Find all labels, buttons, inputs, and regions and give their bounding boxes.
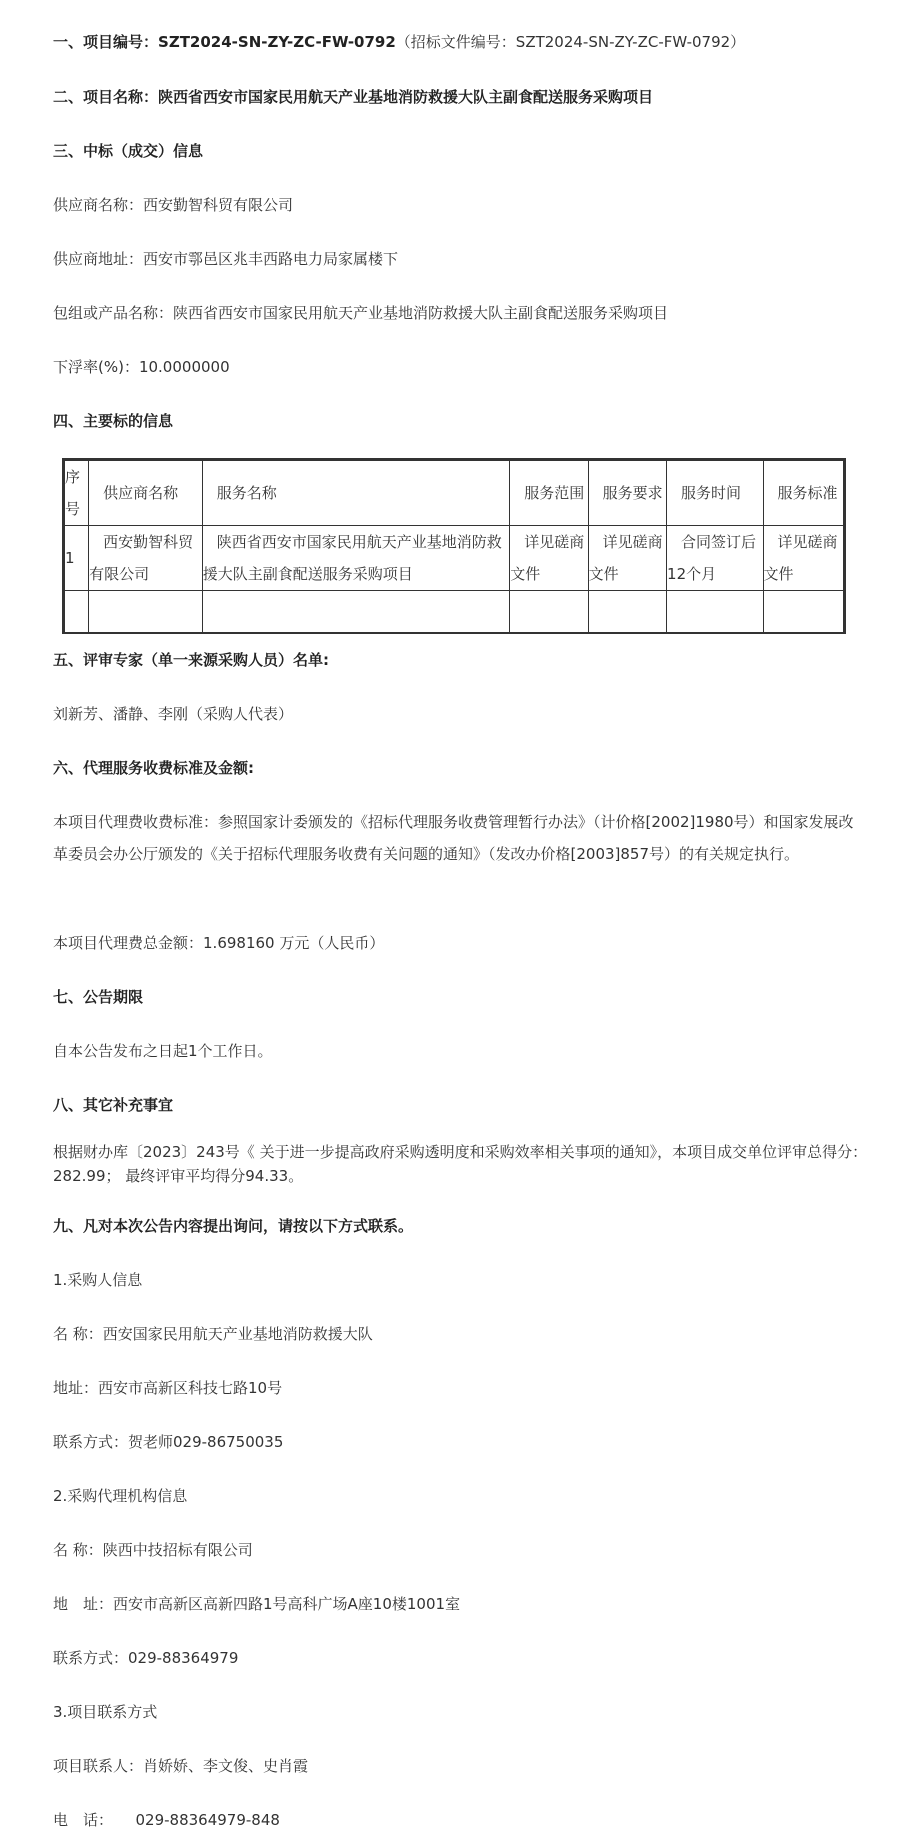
package-name: 包组或产品名称：陕西省西安市国家民用航天产业基地消防救援大队主副食配送服务采购项目	[53, 304, 669, 322]
table-cell: 详见磋商文件	[588, 526, 666, 591]
header-cell-requirement: 服务要求	[588, 461, 666, 526]
table-cell: 详见磋商文件	[510, 526, 588, 591]
header-cell-scope: 服务范围	[510, 461, 588, 526]
project-number-line	[53, 31, 878, 53]
buyer-name: 名 称：西安国家民用航天产业基地消防救援大队	[53, 1325, 373, 1343]
header-cell-index: 序号	[65, 461, 89, 526]
table-cell: 1	[65, 526, 89, 591]
table-cell	[65, 591, 89, 634]
subject-table	[62, 458, 846, 634]
contact-heading: 九、凡对本次公告内容提出询问，请按以下方式联系。	[53, 1217, 414, 1235]
project-contact-heading: 3.项目联系方式	[53, 1703, 158, 1721]
expert-list-heading: 五、评审专家（单一来源采购人员）名单:	[53, 651, 330, 669]
table-cell	[89, 591, 203, 634]
buyer-contact: 联系方式：贺老师029-86750035	[53, 1433, 284, 1451]
header-cell-time: 服务时间	[667, 461, 763, 526]
notice-period-heading: 七、公告期限	[53, 988, 144, 1006]
discount-rate: 下浮率(%)：10.0000000	[53, 358, 230, 376]
header-cell-service-name: 服务名称	[202, 461, 510, 526]
project-contact-people: 项目联系人：肖娇娇、李文俊、史肖霞	[53, 1757, 309, 1775]
project-number-label: 一、项目编号：	[53, 33, 159, 51]
project-contact-phone: 电 话： 029-88364979-848	[53, 1811, 280, 1829]
agency-fee-amount: 本项目代理费总金额：1.698160 万元（人民币）	[53, 934, 385, 952]
supplement-heading: 八、其它补充事宜	[53, 1096, 174, 1114]
table-cell	[510, 591, 588, 634]
table-cell: 陕西省西安市国家民用航天产业基地消防救援大队主副食配送服务采购项目	[202, 526, 510, 591]
header-cell-supplier: 供应商名称	[89, 461, 203, 526]
agency-name: 名 称：陕西中技招标有限公司	[53, 1541, 253, 1559]
agency-fee-heading: 六、代理服务收费标准及金额:	[53, 759, 254, 777]
table-cell: 西安勤智科贸有限公司	[89, 526, 203, 591]
table-cell: 详见磋商文件	[763, 526, 843, 591]
table-cell	[588, 591, 666, 634]
buyer-address: 地址：西安市高新区科技七路10号	[53, 1379, 283, 1397]
table-row	[65, 591, 844, 634]
project-number-value: SZT2024-SN-ZY-ZC-FW-0792	[158, 33, 396, 51]
award-info-heading: 三、中标（成交）信息	[53, 142, 204, 160]
header-cell-standard: 服务标准	[763, 461, 843, 526]
table-cell	[202, 591, 510, 634]
supplement-text: 根据财办库〔2023〕243号《 关于进一步提高政府采购透明度和采购效率相关事项的通知》，本项目成交单位评审总得分：282.99； 最终评审平均得分94.33。	[53, 1143, 868, 1185]
table-cell	[667, 591, 763, 634]
supplier-name: 供应商名称：西安勤智科贸有限公司	[53, 196, 294, 214]
agency-address: 地 址：西安市高新区高新四路1号高科广场A座10楼1001室	[53, 1595, 461, 1613]
notice-period-text: 自本公告发布之日起1个工作日。	[53, 1042, 273, 1060]
project-name-line	[53, 86, 878, 108]
expert-names: 刘新芳、潘静、李刚（采购人代表）	[53, 705, 294, 723]
main-subject-heading: 四、主要标的信息	[53, 412, 174, 430]
supplier-address: 供应商地址：西安市鄠邑区兆丰西路电力局家属楼下	[53, 250, 399, 268]
agency-info-heading: 2.采购代理机构信息	[53, 1487, 188, 1505]
project-name-label: 二、项目名称：	[53, 88, 159, 106]
agency-fee-standard: 本项目代理费收费标准：参照国家计委颁发的《招标代理服务收费管理暂行办法》（计价格[2002]1980号）和国家发展改革委员会办公厅颁发的《关于招标代理服务收费有关问题的通知》（发改办价格[2003]857号）的有关规定执行。	[53, 813, 854, 863]
table-cell: 合同签订后12个月	[667, 526, 763, 591]
table-row	[65, 526, 844, 591]
agency-contact: 联系方式：029-88364979	[53, 1649, 239, 1667]
table-header-row	[65, 461, 844, 526]
table-cell	[763, 591, 843, 634]
buyer-info-heading: 1.采购人信息	[53, 1271, 143, 1289]
tender-doc-number: （招标文件编号：SZT2024-SN-ZY-ZC-FW-0792）	[395, 33, 746, 51]
project-name-value: 陕西省西安市国家民用航天产业基地消防救援大队主副食配送服务采购项目	[158, 88, 654, 106]
